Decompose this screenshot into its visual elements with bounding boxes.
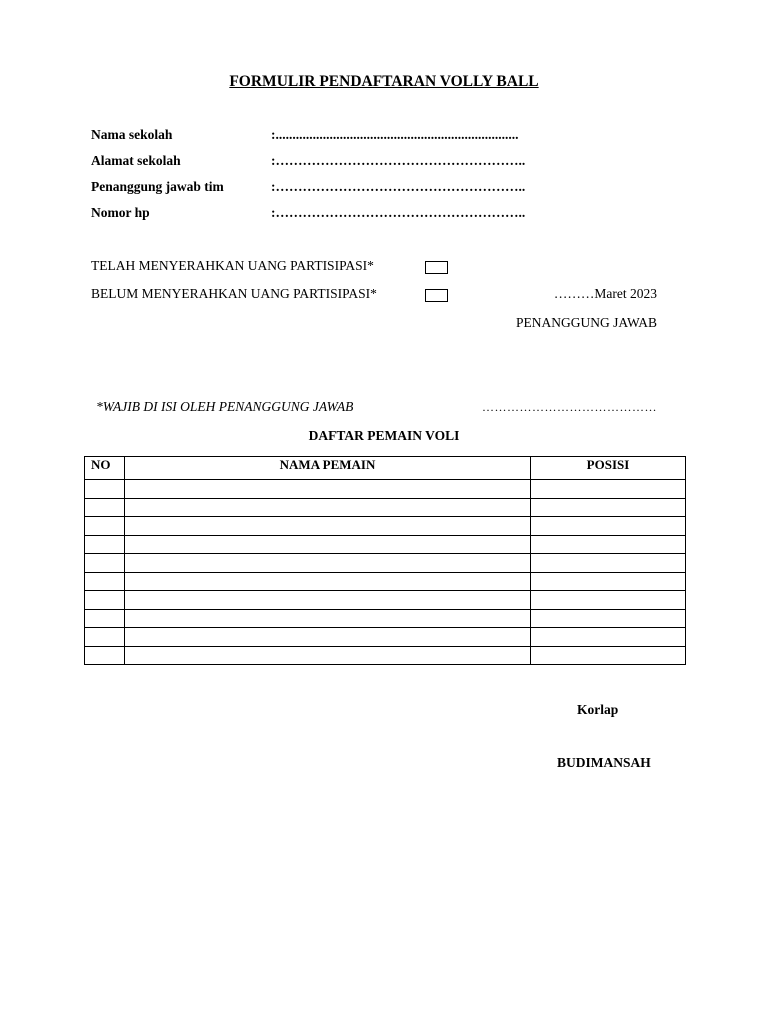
table-row bbox=[85, 498, 686, 517]
cell-player-name[interactable] bbox=[125, 591, 531, 610]
cell-player-name[interactable] bbox=[125, 517, 531, 536]
cell-position[interactable] bbox=[531, 628, 686, 647]
cell-no[interactable] bbox=[85, 498, 125, 517]
cell-position[interactable] bbox=[531, 554, 686, 573]
cell-player-name[interactable] bbox=[125, 498, 531, 517]
column-header-no: NO bbox=[85, 457, 125, 480]
cell-position[interactable] bbox=[531, 517, 686, 536]
table-row bbox=[85, 628, 686, 647]
table-row bbox=[85, 591, 686, 610]
signature-date: ………Maret 2023 bbox=[553, 286, 657, 301]
cell-no[interactable] bbox=[85, 535, 125, 554]
cell-position[interactable] bbox=[531, 535, 686, 554]
table-row bbox=[85, 646, 686, 665]
coordinator-name: BUDIMANSAH bbox=[557, 755, 651, 770]
cell-player-name[interactable] bbox=[125, 480, 531, 499]
unpaid-checkbox[interactable] bbox=[425, 289, 448, 302]
column-header-position: POSISI bbox=[531, 457, 686, 480]
signature-name-line[interactable]: …………………………………… bbox=[482, 400, 657, 414]
roster-title: DAFTAR PEMAIN VOLI bbox=[308, 428, 460, 443]
cell-player-name[interactable] bbox=[125, 628, 531, 647]
cell-position[interactable] bbox=[531, 572, 686, 591]
table-row bbox=[85, 572, 686, 591]
paid-checkbox[interactable] bbox=[425, 261, 448, 274]
cell-position[interactable] bbox=[531, 609, 686, 628]
paid-option-label: TELAH MENYERAHKAN UANG PARTISIPASI* bbox=[91, 258, 374, 273]
table-row bbox=[85, 554, 686, 573]
unpaid-option-label: BELUM MENYERAHKAN UANG PARTISIPASI* bbox=[91, 286, 377, 301]
signature-role: PENANGGUNG JAWAB bbox=[515, 315, 657, 330]
phone-number-label: Nomor hp bbox=[91, 205, 150, 220]
team-manager-field[interactable]: :……………………………………………….. bbox=[271, 179, 526, 194]
form-title: FORMULIR PENDAFTARAN VOLLY BALL bbox=[229, 73, 539, 90]
cell-position[interactable] bbox=[531, 498, 686, 517]
cell-player-name[interactable] bbox=[125, 535, 531, 554]
cell-position[interactable] bbox=[531, 591, 686, 610]
cell-no[interactable] bbox=[85, 591, 125, 610]
cell-player-name[interactable] bbox=[125, 646, 531, 665]
roster-header-row bbox=[85, 457, 686, 480]
school-name-label: Nama sekolah bbox=[91, 127, 173, 142]
cell-no[interactable] bbox=[85, 572, 125, 591]
cell-no[interactable] bbox=[85, 609, 125, 628]
cell-no[interactable] bbox=[85, 628, 125, 647]
cell-no[interactable] bbox=[85, 517, 125, 536]
table-row bbox=[85, 609, 686, 628]
school-address-label: Alamat sekolah bbox=[91, 153, 181, 168]
mandatory-note: *WAJIB DI ISI OLEH PENANGGUNG JAWAB bbox=[96, 399, 354, 414]
cell-position[interactable] bbox=[531, 480, 686, 499]
cell-no[interactable] bbox=[85, 646, 125, 665]
table-row bbox=[85, 517, 686, 536]
cell-player-name[interactable] bbox=[125, 554, 531, 573]
player-roster-table bbox=[84, 456, 686, 665]
cell-position[interactable] bbox=[531, 646, 686, 665]
team-manager-label: Penanggung jawab tim bbox=[91, 179, 224, 194]
school-name-field[interactable]: :........................................................................ bbox=[271, 127, 519, 142]
cell-no[interactable] bbox=[85, 480, 125, 499]
coordinator-role: Korlap bbox=[577, 702, 619, 717]
cell-no[interactable] bbox=[85, 554, 125, 573]
school-address-field[interactable]: :……………………………………………….. bbox=[271, 153, 526, 168]
table-row bbox=[85, 480, 686, 499]
cell-player-name[interactable] bbox=[125, 609, 531, 628]
table-row bbox=[85, 535, 686, 554]
cell-player-name[interactable] bbox=[125, 572, 531, 591]
column-header-player-name: NAMA PEMAIN bbox=[125, 457, 531, 480]
phone-number-field[interactable]: :……………………………………………….. bbox=[271, 205, 526, 220]
